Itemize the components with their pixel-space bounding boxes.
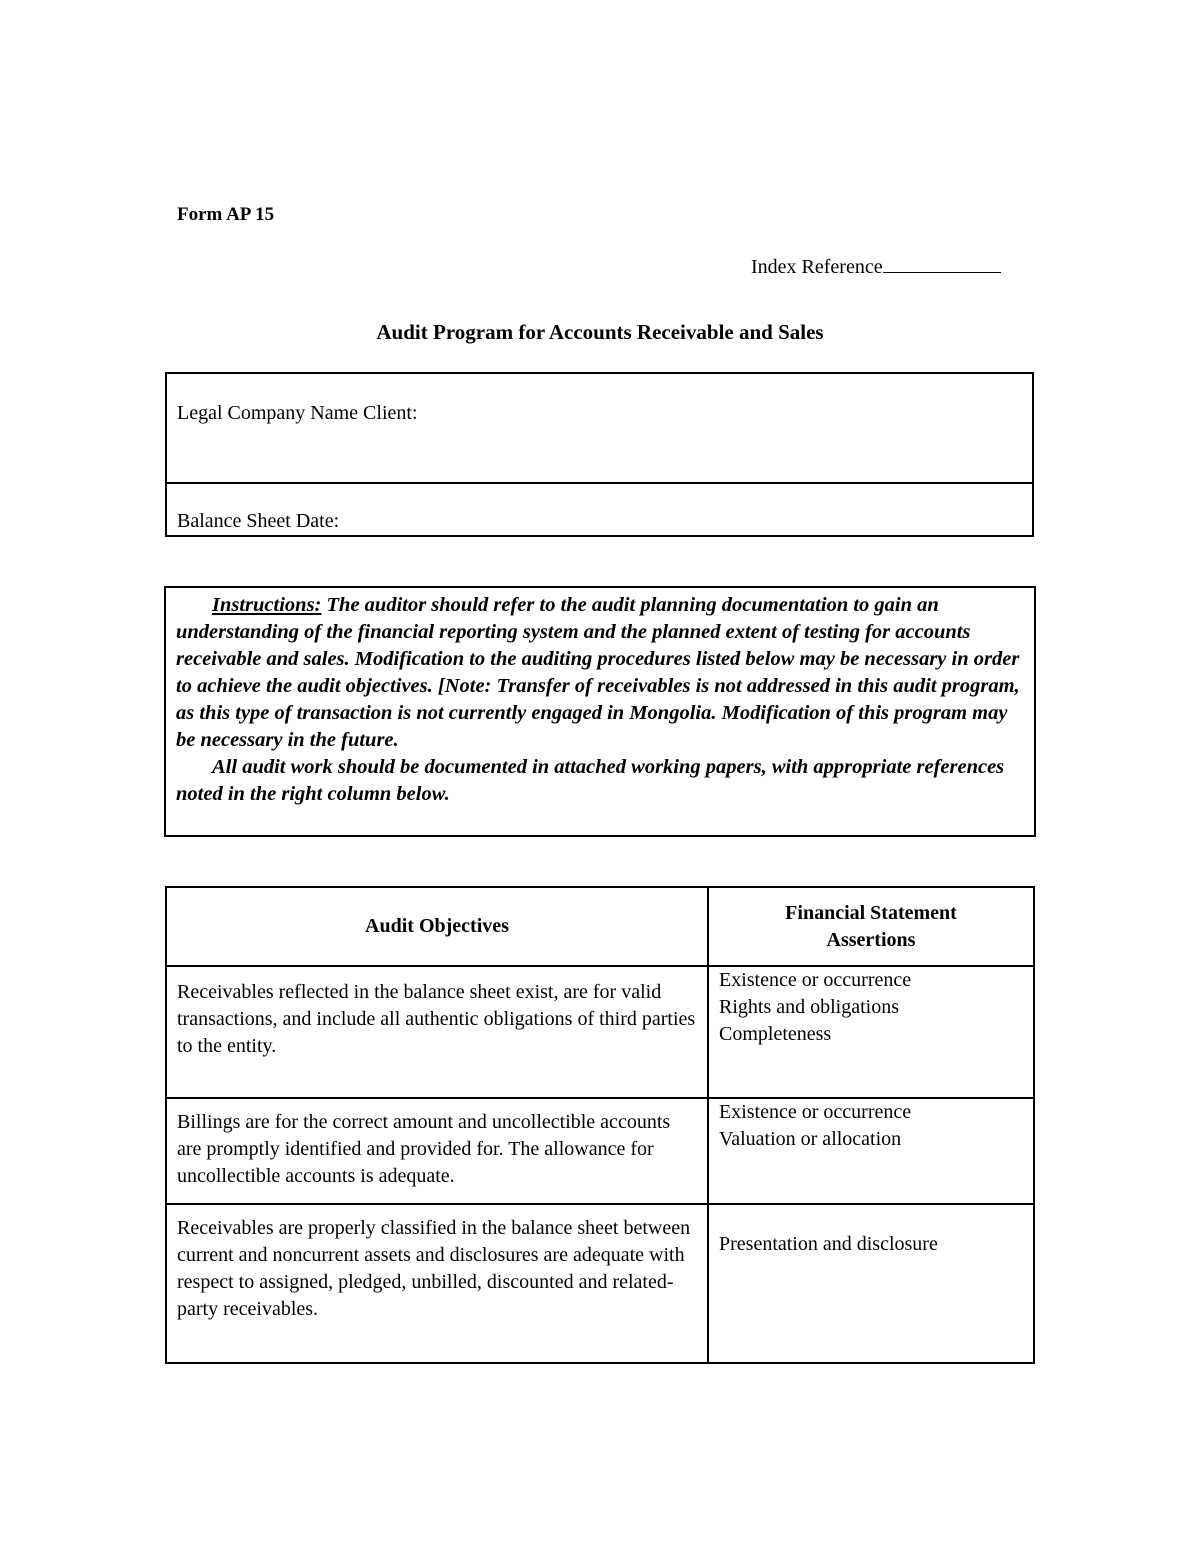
instructions-box	[164, 586, 1036, 837]
instructions-label: Instructions:	[212, 594, 322, 616]
table-header-row	[166, 887, 1034, 966]
page-title: Audit Program for Accounts Receivable and Sales	[376, 320, 824, 344]
client-info-box	[165, 372, 1034, 537]
instructions-paragraph-2: All audit work should be documented in attached working papers, with appropriate references noted in the right column below.	[176, 756, 1005, 805]
header-audit-objectives: Audit Objectives	[166, 887, 708, 966]
table-row	[166, 1204, 1034, 1363]
objective-cell: Receivables reflected in the balance sheet exist, are for valid transactions, and include all authentic obligations of third parties to the entity.	[166, 966, 708, 1098]
form-id: Form AP 15	[177, 204, 275, 225]
table-row	[166, 1098, 1034, 1204]
instructions-paragraph-1: Instructions: The auditor should refer to the audit planning documentation to gain an understanding of the financial reporting system and the planned extent of testing for accounts receivable and sales. Modification to the auditing procedures listed below may be necessary in order to achieve the audit objectives. [Note: Transfer of receivables is not addressed in this audit program, as this type of transaction is not currently engaged in Mongolia. Modification of this program may be necessary in the future.	[176, 594, 1020, 751]
assertions-cell: Existence or occurrence Valuation or allocation	[708, 1098, 1034, 1204]
company-name-label: Legal Company Name Client:	[177, 402, 418, 424]
objective-cell: Receivables are properly classified in the balance sheet between current and noncurrent assets and disclosures are adequate with respect to assigned, pledged, unbilled, discounted and related-party receivables.	[166, 1204, 708, 1363]
assertions-cell: Existence or occurrence Rights and obligations Completeness	[708, 966, 1034, 1098]
company-name-row[interactable]	[167, 374, 1032, 484]
table-row	[166, 966, 1034, 1098]
index-reference-field[interactable]	[883, 254, 1001, 273]
index-reference-label: Index Reference	[751, 256, 883, 278]
index-reference	[751, 254, 1001, 279]
assertions-cell: Presentation and disclosure	[708, 1204, 1034, 1363]
header-assertions: Financial Statement Assertions	[708, 887, 1034, 966]
objective-cell: Billings are for the correct amount and uncollectible accounts are promptly identified and provided for. The allowance for uncollectible accounts is adequate.	[166, 1098, 708, 1204]
objectives-table	[165, 886, 1035, 1364]
balance-sheet-date-label: Balance Sheet Date:	[177, 510, 340, 532]
